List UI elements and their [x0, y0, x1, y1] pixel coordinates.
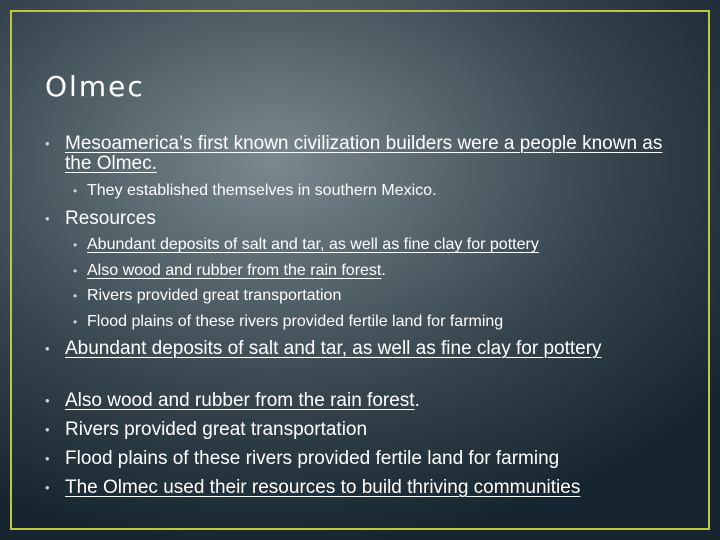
bullet-text: Abundant deposits of salt and tar, as well as fine clay for pottery — [87, 236, 539, 253]
sub-bullet-item — [73, 313, 687, 331]
bullet-text-suffix: . — [414, 390, 420, 411]
bullet-text: Resources — [65, 208, 156, 229]
bullet-icon: • — [45, 341, 50, 356]
bullet-icon: • — [73, 264, 78, 278]
bullet-icon: • — [73, 315, 78, 329]
bullet-item — [45, 338, 675, 359]
bullet-icon: • — [45, 393, 50, 408]
bullet-text: Abundant deposits of salt and tar, as well as fine clay for pottery — [65, 338, 602, 359]
bullet-icon: • — [73, 184, 78, 198]
bullet-icon: • — [45, 211, 50, 226]
bullet-text: They established themselves in southern Mexico. — [87, 182, 437, 199]
bullet-item — [45, 419, 675, 440]
bullet-item — [45, 477, 675, 498]
bullet-text: Rivers provided great transportation — [65, 419, 368, 440]
bullet-icon: • — [73, 238, 78, 252]
bullet-icon: • — [45, 136, 50, 151]
bullet-item — [45, 390, 675, 411]
sub-bullet-item — [73, 236, 687, 254]
bullet-text: Mesoamerica’s first known civilization builders were a people known as the Olmec. — [65, 133, 663, 174]
bullet-item — [45, 448, 675, 469]
sub-bullet-item — [73, 262, 687, 280]
bullet-icon: • — [45, 451, 50, 466]
bullet-icon: • — [45, 480, 50, 495]
sub-bullet-item — [73, 287, 687, 305]
bullet-text-suffix: . — [381, 262, 386, 279]
bullet-icon: • — [45, 422, 50, 437]
bullet-item — [45, 208, 675, 229]
bullet-item — [45, 133, 675, 174]
bullet-text: Flood plains of these rivers provided fertile land for farming — [87, 313, 504, 330]
bullet-text: Also wood and rubber from the rain forest — [65, 390, 415, 411]
bullet-text: Also wood and rubber from the rain forest — [87, 262, 382, 279]
sub-bullet-item — [73, 182, 687, 200]
bullet-icon: • — [73, 289, 78, 303]
bullet-text: Rivers provided great transportation — [87, 287, 342, 304]
slide-title: Olmec — [45, 70, 145, 103]
bullet-text: The Olmec used their resources to build thriving communities — [65, 477, 581, 498]
bullet-text: Flood plains of these rivers provided fertile land for farming — [65, 448, 560, 469]
